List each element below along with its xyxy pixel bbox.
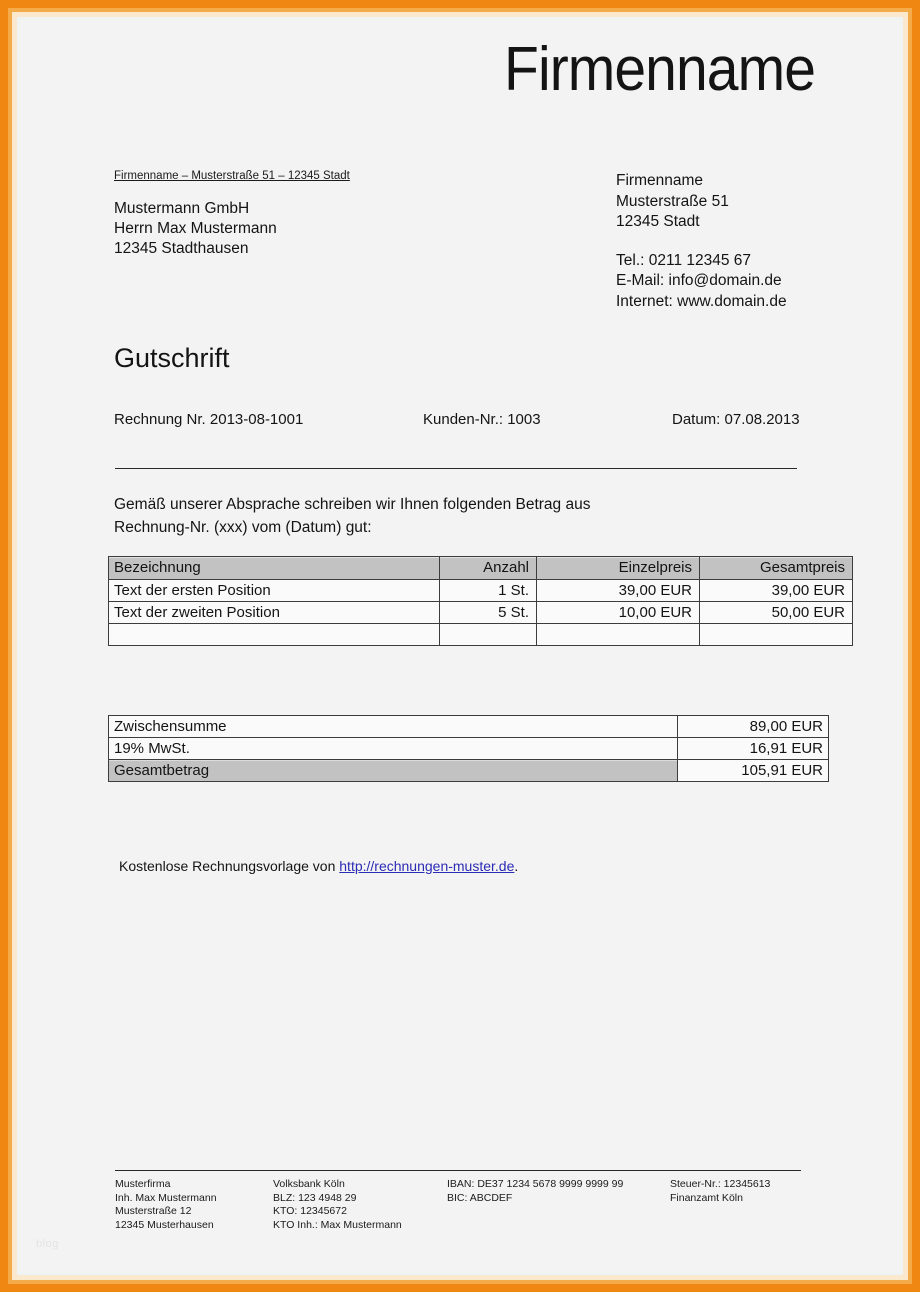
empty-description-cell [109, 624, 440, 646]
grand-total-row [109, 760, 829, 782]
row-description: Text der ersten Position [109, 580, 440, 602]
credit-prefix: Kostenlose Rechnungsvorlage von [119, 858, 340, 874]
row-total-price: 50,00 EUR [700, 602, 853, 624]
totals-body [109, 716, 829, 782]
page-watermark: blog [36, 1238, 59, 1250]
footer-tax-office: Finanzamt Köln [670, 1191, 743, 1204]
grand-total-value: 105,91 EUR [678, 760, 829, 782]
company-city: 12345 Stadt [616, 213, 700, 230]
intro-line-1: Gemäß unserer Absprache schreiben wir Ihnen folgenden Betrag aus [114, 496, 591, 513]
document-sheet [19, 19, 901, 1273]
company-email: E-Mail: info@domain.de [616, 272, 782, 289]
intro-paragraph [114, 493, 590, 539]
template-source-link[interactable]: http://rechnungen-muster.de [339, 858, 515, 874]
header-divider [115, 468, 797, 469]
line-items-table [108, 556, 853, 646]
vat-row [109, 738, 829, 760]
table-empty-row [109, 624, 853, 646]
header-description: Bezeichnung [109, 557, 440, 580]
recipient-line-2: Herrn Max Mustermann [114, 220, 277, 237]
company-street: Musterstraße 51 [616, 192, 729, 210]
grand-total-label: Gesamtbetrag [109, 760, 678, 782]
header-unit-price: Einzelpreis [537, 557, 700, 580]
footer-company-line-4: 12345 Musterhausen [115, 1218, 214, 1231]
row-unit-price: 39,00 EUR [537, 580, 700, 602]
company-name: Firmenname [616, 172, 703, 189]
footer-bank-line-4: KTO Inh.: Max Mustermann [273, 1218, 402, 1231]
vat-label: 19% MwSt. [109, 738, 678, 760]
line-items-head [109, 557, 853, 580]
table-row [109, 580, 853, 602]
invoice-number: Rechnung Nr. 2013-08-1001 [114, 411, 304, 428]
footer-company-line-3: Musterstraße 12 [115, 1205, 192, 1217]
subtotal-label: Zwischensumme [109, 716, 678, 738]
footer-bic: BIC: ABCDEF [447, 1191, 513, 1204]
template-credit-line [119, 857, 518, 875]
footer-bank-line-1: Volksbank Köln [273, 1178, 345, 1190]
footer-tax-number: Steuer-Nr.: 12345613 [670, 1178, 771, 1190]
contact-spacer [616, 233, 787, 251]
table-row [109, 602, 853, 624]
intro-line-2: Rechnung-Nr. (xxx) vom (Datum) gut: [114, 519, 372, 536]
recipient-line-1: Mustermann GmbH [114, 200, 250, 217]
row-description: Text der zweiten Position [109, 602, 440, 624]
credit-suffix: . [514, 858, 519, 874]
company-phone: Tel.: 0211 12345 67 [616, 251, 752, 269]
footer-divider [115, 1170, 801, 1171]
table-header-row [109, 557, 853, 580]
document-date: Datum: 07.08.2013 [672, 411, 800, 428]
company-website: Internet: www.domain.de [616, 292, 787, 310]
company-contact-block [616, 171, 787, 312]
footer-company-line-1: Musterfirma [115, 1178, 171, 1190]
footer-tax-column [670, 1178, 770, 1205]
recipient-address-block [114, 199, 277, 259]
header-total-price: Gesamtpreis [700, 557, 853, 580]
vat-value: 16,91 EUR [678, 738, 829, 760]
subtotal-value: 89,00 EUR [678, 716, 829, 738]
recipient-line-3: 12345 Stadthausen [114, 240, 249, 257]
row-total-price: 39,00 EUR [700, 580, 853, 602]
footer-bank-column [273, 1178, 402, 1232]
footer-company-line-2: Inh. Max Mustermann [115, 1191, 217, 1204]
row-unit-price: 10,00 EUR [537, 602, 700, 624]
footer-iban-column [447, 1178, 623, 1205]
empty-total-price-cell [700, 624, 853, 646]
document-type-heading: Gutschrift [114, 343, 230, 373]
totals-table [108, 715, 829, 782]
header-quantity: Anzahl [440, 557, 537, 580]
page-title: Firmenname [504, 35, 815, 104]
line-items-body [109, 580, 853, 646]
footer-iban: IBAN: DE37 1234 5678 9999 9999 99 [447, 1178, 624, 1190]
footer-bank-line-3: KTO: 12345672 [273, 1205, 347, 1217]
sender-return-address: Firmenname – Musterstraße 51 – 12345 Stadt [114, 170, 350, 182]
footer-company-column [115, 1178, 217, 1232]
empty-unit-price-cell [537, 624, 700, 646]
row-quantity: 1 St. [440, 580, 537, 602]
footer-bank-line-2: BLZ: 123 4948 29 [273, 1191, 357, 1204]
row-quantity: 5 St. [440, 602, 537, 624]
empty-quantity-cell [440, 624, 537, 646]
customer-number: Kunden-Nr.: 1003 [423, 411, 541, 428]
subtotal-row [109, 716, 829, 738]
